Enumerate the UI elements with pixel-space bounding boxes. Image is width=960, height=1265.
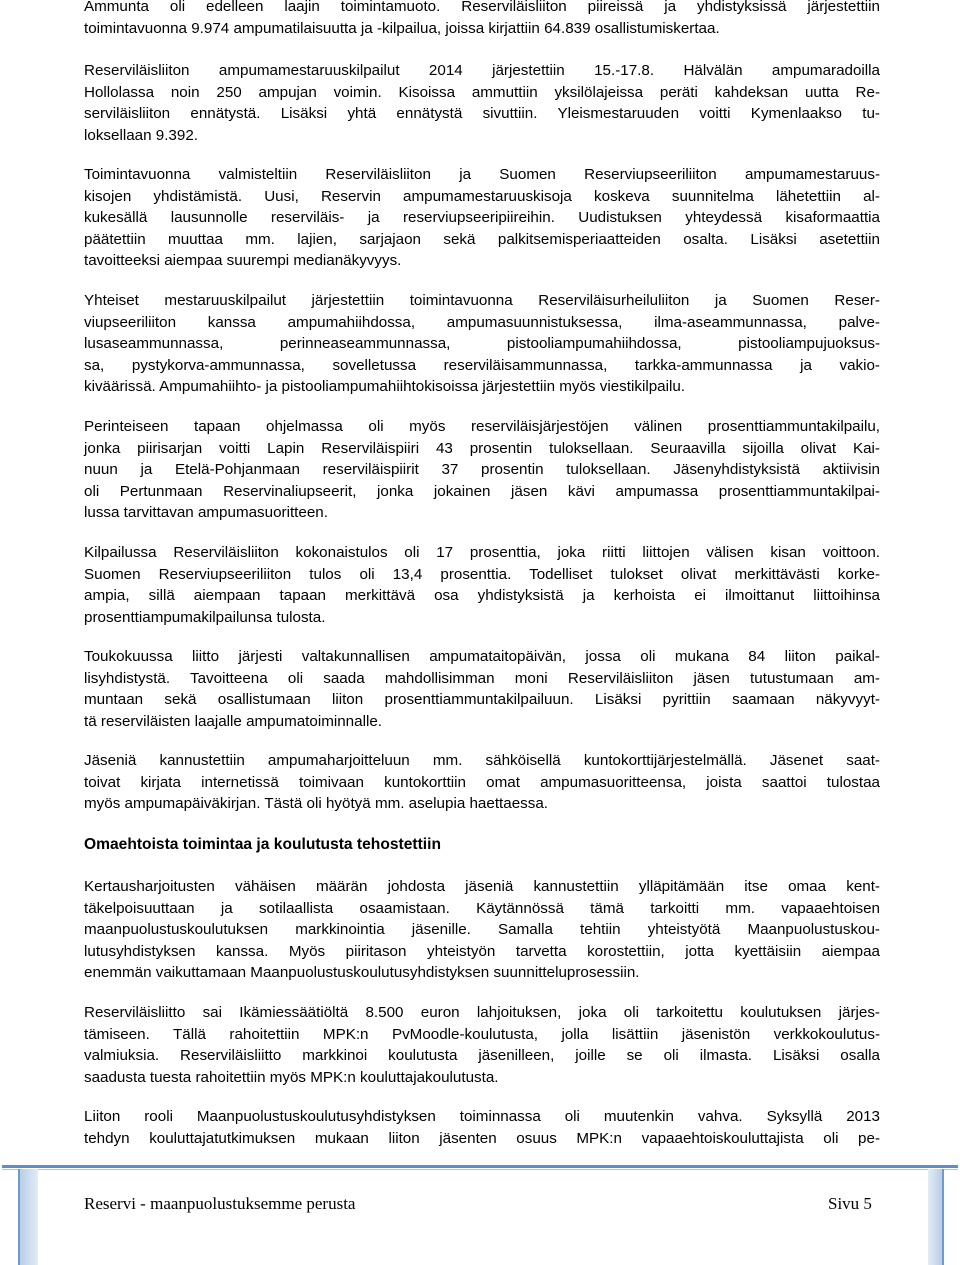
paragraph-donation xyxy=(84,1002,880,1088)
text-line: Suomen Reserviupseeriliiton tulos oli 13,4 prosenttia. Todelliset tulokset olivat merkittävästi korke- xyxy=(84,565,880,583)
text-line: Toukokuussa liitto järjesti valtakunnallisen ampumataitopäivän, jossa oli mukana 84 liiton paikal- xyxy=(84,648,880,665)
text-line: oli Pertunmaan Reservinaliupseerit, jonka jokainen jäsen kävi ampumassa prosenttiammuntakilpai- xyxy=(84,482,880,500)
text-line: kisojen yhdistämistä. Uusi, Reservin ampumamestaruuskisoja koskeva suunnitelma lähetettiin al- xyxy=(84,187,880,205)
text-line: Liiton rooli Maanpuolustuskoulutusyhdistyksen toiminnassa oli muutenkin vahva. Syksyllä 2013 xyxy=(84,1108,880,1125)
footer-left-decoration xyxy=(18,1169,38,1265)
paragraph-championships xyxy=(84,60,880,146)
text-line: Reserviläisliiton ampumamestaruuskilpailut 2014 järjestettiin 15.-17.8. Hälvälän ampumaradoilla xyxy=(84,62,880,79)
page-number: Sivu 5 xyxy=(828,1194,872,1213)
paragraph-shooting-skills-day xyxy=(84,646,880,732)
text-line: Kilpailussa Reserviläisliiton kokonaistulos oli 17 prosenttia, joka riitti liittojen välisen kisan voittoon. xyxy=(84,544,880,561)
footer-title: Reservi - maanpuolustuksemme perusta xyxy=(84,1194,356,1213)
paragraph-joint-championships xyxy=(84,290,880,398)
text-line: serviläisliiton ennätystä. Lisäksi yhtä ennätystä sivuttiin. Yleismestaruuden voitti Kymenlaakso tu- xyxy=(84,105,880,123)
footer-divider-thin xyxy=(2,1169,958,1170)
paragraph-percentage-competition xyxy=(84,416,880,524)
text-line: valmiuksia. Reserviläisliitto markkinoi koulutusta jäsenilleen, joille se oli ilmasta. Lisäksi osalla xyxy=(84,1047,880,1065)
text-line: lussa tarvittavan ampumasuoritteen. xyxy=(84,504,328,522)
footer-right-decoration xyxy=(928,1169,944,1265)
text-line: tehdyn kouluttajatutkimuksen mukaan liiton jäsenten osuus MPK:n vapaaehtoiskouluttajista oli pe- xyxy=(84,1129,880,1147)
text-line: loksellaan 9.392. xyxy=(84,126,198,144)
text-line: ampia, sillä aiempaan tapaan merkittävä osa yhdistyksistä ja kerhoista ei ilmoittanut liittoihinsa xyxy=(84,587,880,605)
text-line: Yhteiset mestaruuskilpailut järjestettiin toimintavuonna Reserviläisurheiluliiton ja Suomen Reser- xyxy=(84,292,880,309)
text-line: viupseeriliiton kanssa ampumahiihdossa, ampumasuunnistuksessa, ilma-aseammunnassa, palve- xyxy=(84,313,880,331)
footer-divider xyxy=(2,1165,958,1168)
text-line: kukesällä lausunnolle reserviläis- ja reserviupseeripiireihin. Uudistuksen yhteydessä kisaformaattia xyxy=(84,209,880,227)
text-line: tä reserviläisten laajalle ampumatoiminnalle. xyxy=(84,712,382,730)
text-line: nuun ja Etelä-Pohjanmaan reserviläispiirit 37 prosentin tuloksellaan. Jäsenyhdistyksistä aktiivisin xyxy=(84,461,880,479)
paragraph-mpk-role xyxy=(84,1106,880,1149)
text-line: tavoitteeksi aiempaa suurempi medianäkyvyys. xyxy=(84,252,402,270)
text-line: kiväärissä. Ampumahiihto- ja pistooliampumahiihtokisoissa järjestettiin myös viestikilpailu. xyxy=(84,378,685,396)
text-line: Jäseniä kannustettiin ampumaharjoitteluun mm. sähköisellä kuntokorttijärjestelmällä. Jäsenet saat- xyxy=(84,752,880,769)
text-line: päätettiin muuttaa mm. lajien, sarjajaon sekä palkitsemisperiaatteiden osalta. Lisäksi asetettiin xyxy=(84,230,880,248)
text-line: sa, pystykorva-ammunnassa, sovelletussa reserviläisammunnassa, tarkka-ammunnassa ja vakio- xyxy=(84,356,880,374)
paragraph-fitness-card xyxy=(84,750,880,815)
text-line: muntaan sekä osallistumaan liiton prosenttiammuntakilpailuun. Lisäksi pyrittiin saamaan näkyvyyt- xyxy=(84,691,880,709)
paragraph-competition-results xyxy=(84,542,880,628)
text-line: Reserviläisliitto sai Ikämiessäätiöltä 8.500 euron lahjoituksen, joka oli tarkoitettu koulutuksen järjes- xyxy=(84,1004,880,1021)
text-line: lisyhdistystä. Tavoitteena oli saada mahdollisimman moni Reserviläisliiton jäsen tutustumaan am- xyxy=(84,669,880,687)
text-line: maanpuolustuskoulutuksen markkinointia jäsenille. Samalla tehtiin yhteistyötä Maanpuolustuskou- xyxy=(84,921,880,939)
text-line: Toimintavuonna valmisteltiin Reserviläisliiton ja Suomen Reserviupseeriliiton ampumamestaruus- xyxy=(84,166,880,183)
text-line: jonka piirisarjan voitti Lapin Reserviläispiiri 43 prosentin tuloksellaan. Seuraavilla sijoilla olivat Kai- xyxy=(84,439,880,457)
text-line: Ammunta oli edelleen laajin toimintamuoto. Reserviläisliiton piireissä ja yhdistyksissä järjestettiin xyxy=(84,0,880,15)
text-line: toimintavuonna 9.974 ampumatilaisuutta ja -kilpailua, joissa kirjattiin 64.839 osallistumiskertaa. xyxy=(84,19,720,37)
text-line: prosenttiampumakilpailunsa tulosta. xyxy=(84,608,326,626)
text-line: Kertausharjoitusten vähäisen määrän johdosta jäseniä kannustettiin ylläpitämään itse omaa kent- xyxy=(84,878,880,895)
text-line: enemmän vaikuttamaan Maanpuolustuskoulutusyhdistyksen suunnitteluprosessiin. xyxy=(84,964,640,982)
paragraph-refresher-training xyxy=(84,876,880,984)
text-line: lutusyhdistyksen kanssa. Myös piiritason yhteistyön tarvetta korostettiin, jotta kyettäisiin aiempaa xyxy=(84,942,880,960)
text-line: Hollolassa noin 250 ampujan voimin. Kisoissa ammuttiin yksilölajeissa peräti kahdeksan uutta Re- xyxy=(84,83,880,101)
text-line: toivat kirjata internetissä toimivaan kuntokorttiin omat ampumasuoritteensa, joista saattoi tulostaa xyxy=(84,773,880,791)
text-line: saadusta tuesta rahoitettiin myös MPK:n kouluttajakoulutusta. xyxy=(84,1068,499,1086)
text-line: lusaseammunnassa, perinneaseammunnassa, pistooliampumahiihdossa, pistooliampujuoksus- xyxy=(84,335,880,353)
text-line: täkelpoisuuttaan ja sotilaallista osaamistaan. Käytännössä tämä tarkoitti mm. vapaaehtoisen xyxy=(84,899,880,917)
text-line: tämiseen. Tällä rahoitettiin MPK:n PvMoodle-koulutusta, jolla lisättiin jäsenistön verkkokoulutus- xyxy=(84,1025,880,1043)
section-heading: Omaehtoista toimintaa ja koulutusta tehostettiin xyxy=(84,836,441,853)
text-line: myös ampumapäiväkirjan. Tästä oli hyötyä mm. aselupia haettaessa. xyxy=(84,795,549,813)
text-line: Perinteiseen tapaan ohjelmassa oli myös reserviläisjärjestöjen välinen prosenttiammuntakilpailu, xyxy=(84,418,880,435)
paragraph-shooting-events xyxy=(84,0,880,39)
paragraph-merger xyxy=(84,164,880,272)
